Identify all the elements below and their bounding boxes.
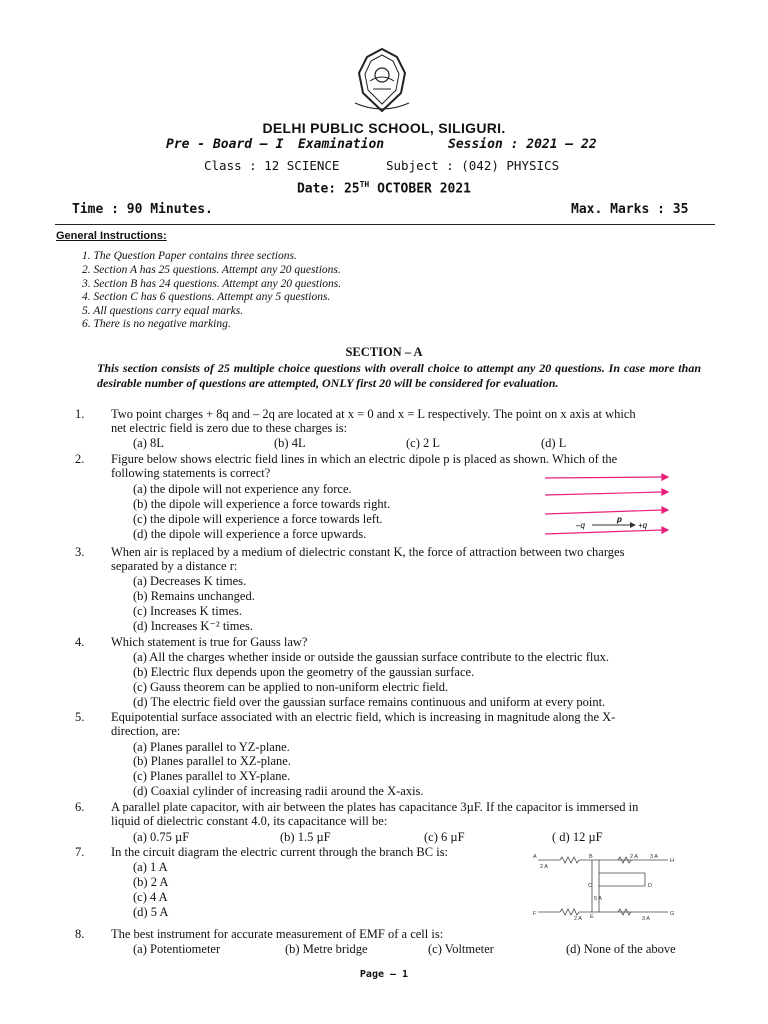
option: (a) 0.75 µF — [133, 830, 190, 844]
dipole-moment-label: p — [617, 515, 622, 524]
question-number: 2. — [75, 452, 85, 466]
max-marks: Max. Marks : 35 — [571, 202, 689, 217]
school-logo-emblem — [323, 45, 441, 117]
question-number: 8. — [75, 927, 85, 941]
option: (a) the dipole will not experience any force. — [133, 482, 352, 496]
positive-charge-label: +q — [638, 521, 648, 530]
option: (b) 1.5 µF — [280, 830, 331, 844]
option: (d) L — [541, 436, 567, 450]
option: (c) Increases K times. — [133, 604, 242, 618]
question-text: following statements is correct? — [111, 466, 271, 480]
option: (b) Electric flux depends upon the geometry of the gaussian surface. — [133, 665, 475, 679]
option: (a) Potentiometer — [133, 942, 221, 956]
question-number: 5. — [75, 710, 85, 724]
node-label: F — [533, 911, 537, 917]
question-number: 3. — [75, 545, 85, 559]
current-label: 2 A — [540, 864, 548, 870]
option: (b) Remains unchanged. — [133, 589, 255, 603]
instruction-item: 4. Section C has 6 questions. Attempt any 5 questions. — [82, 291, 331, 303]
current-label: 3 A — [650, 854, 658, 860]
question-text: The best instrument for accurate measurement of EMF of a cell is: — [111, 927, 444, 941]
option: (c) the dipole will experience a force towards left. — [133, 512, 383, 526]
option: (c) Gauss theorem can be applied to non-uniform electric field. — [133, 680, 449, 694]
option: (a) 8L — [133, 436, 164, 450]
option: (c) 6 µF — [424, 830, 465, 844]
node-label: G — [670, 911, 675, 917]
option: (d) The electric field over the gaussian surface remains continuous and uniform at every point. — [133, 695, 606, 709]
node-label: B — [589, 854, 593, 860]
option: (b) 2 A — [133, 875, 169, 889]
instruction-item: 6. There is no negative marking. — [82, 318, 231, 330]
school-name: DELHI PUBLIC SCHOOL, SILIGURI. — [262, 120, 506, 136]
node-label: H — [670, 858, 674, 864]
question-text: net electric field is zero due to these charges is: — [111, 421, 348, 435]
option: (d) 5 A — [133, 905, 169, 919]
class-label: Class : 12 SCIENCE — [204, 158, 340, 173]
option: ( d) 12 µF — [552, 830, 603, 844]
node-label: A — [533, 854, 537, 860]
option: (a) All the charges whether inside or outside the gaussian surface contribute to the electric flux. — [133, 650, 609, 664]
question-text: Figure below shows electric field lines in which an electric dipole p is placed as shown. Which of the — [111, 452, 618, 466]
option: (a) Planes parallel to YZ-plane. — [133, 740, 290, 754]
option: (d) Increases K⁻² times. — [133, 619, 254, 633]
node-label: D — [648, 883, 652, 889]
option: (c) 4 A — [133, 890, 168, 904]
dipole-arrowhead — [630, 522, 636, 528]
option: (b) Planes parallel to XZ-plane. — [133, 754, 291, 768]
option: (c) Planes parallel to XY-plane. — [133, 769, 291, 783]
option: (a) 1 A — [133, 860, 168, 874]
instruction-item: 1. The Question Paper contains three sections. — [82, 250, 297, 262]
exam-name: Pre - Board – I — [166, 137, 284, 152]
session: Session : 2021 – 22 — [448, 137, 597, 152]
option: (c) 2 L — [406, 436, 441, 450]
node-label: E — [590, 914, 594, 920]
instruction-item: 3. Section B has 24 questions. Attempt any 20 questions. — [82, 278, 342, 290]
option: (b) Metre bridge — [285, 942, 368, 956]
option: (d) the dipole will experience a force upwards. — [133, 527, 367, 541]
header-divider — [55, 224, 715, 225]
instruction-item: 5. All questions carry equal marks. — [82, 305, 244, 317]
current-label: 3 A — [642, 916, 650, 922]
page-number: Page – 1 — [359, 969, 409, 980]
section-title: SECTION – A — [345, 345, 423, 359]
option: (c) Voltmeter — [428, 942, 494, 956]
question-number: 6. — [75, 800, 85, 814]
instructions-title: General Instructions: — [56, 230, 167, 242]
question-text: Which statement is true for Gauss law? — [111, 635, 308, 649]
current-label: 2 A — [574, 916, 582, 922]
question-text: direction, are: — [111, 724, 181, 738]
negative-charge-label: –q — [576, 521, 585, 530]
question-text: Equipotential surface associated with an electric field, which is increasing in magnitude along the X- — [111, 710, 616, 724]
option: (a) Decreases K times. — [133, 574, 247, 588]
option: (b) the dipole will experience a force towards right. — [133, 497, 391, 511]
question-number: 1. — [75, 407, 85, 421]
option: (d) None of the above — [566, 942, 676, 956]
question-text: liquid of dielectric constant 4.0, its capacitance will be: — [111, 814, 388, 828]
current-label: 5 A — [594, 896, 602, 902]
time-allowed: Time : 90 Minutes. — [72, 202, 213, 217]
option: (d) Coaxial cylinder of increasing radii around the X-axis. — [133, 784, 424, 798]
question-number: 4. — [75, 635, 85, 649]
instruction-item: 2. Section A has 25 questions. Attempt any 20 questions. — [82, 264, 341, 276]
circuit-diagram — [530, 850, 680, 922]
question-text: When air is replaced by a medium of dielectric constant K, the force of attraction between two charges — [111, 545, 625, 559]
current-label: 2 A — [630, 854, 638, 860]
subject-label: Subject : (042) PHYSICS — [386, 158, 560, 173]
section-description: This section consists of 25 multiple choice questions with overall choice to attempt any 20 questions. In case more than desirable number of questions are attempted, ONLY first 20 will be considered for evaluation. — [97, 361, 701, 390]
question-text: Two point charges + 8q and – 2q are located at x = 0 and x = L respectively. The point on x axis at which — [111, 407, 636, 421]
option: (b) 4L — [274, 436, 306, 450]
question-text: A parallel plate capacitor, with air between the plates has capacitance 3µF. If the capacitor is immersed in — [111, 800, 639, 814]
question-number: 7. — [75, 845, 85, 859]
dipole-field-figure — [540, 470, 675, 542]
node-label: C — [588, 883, 592, 889]
question-text: In the circuit diagram the electric current through the branch BC is: — [111, 845, 449, 859]
exam-type: Examination — [298, 137, 385, 152]
question-text: separated by a distance r: — [111, 559, 238, 573]
exam-date: Date: 25TH OCTOBER 2021 — [296, 180, 471, 197]
